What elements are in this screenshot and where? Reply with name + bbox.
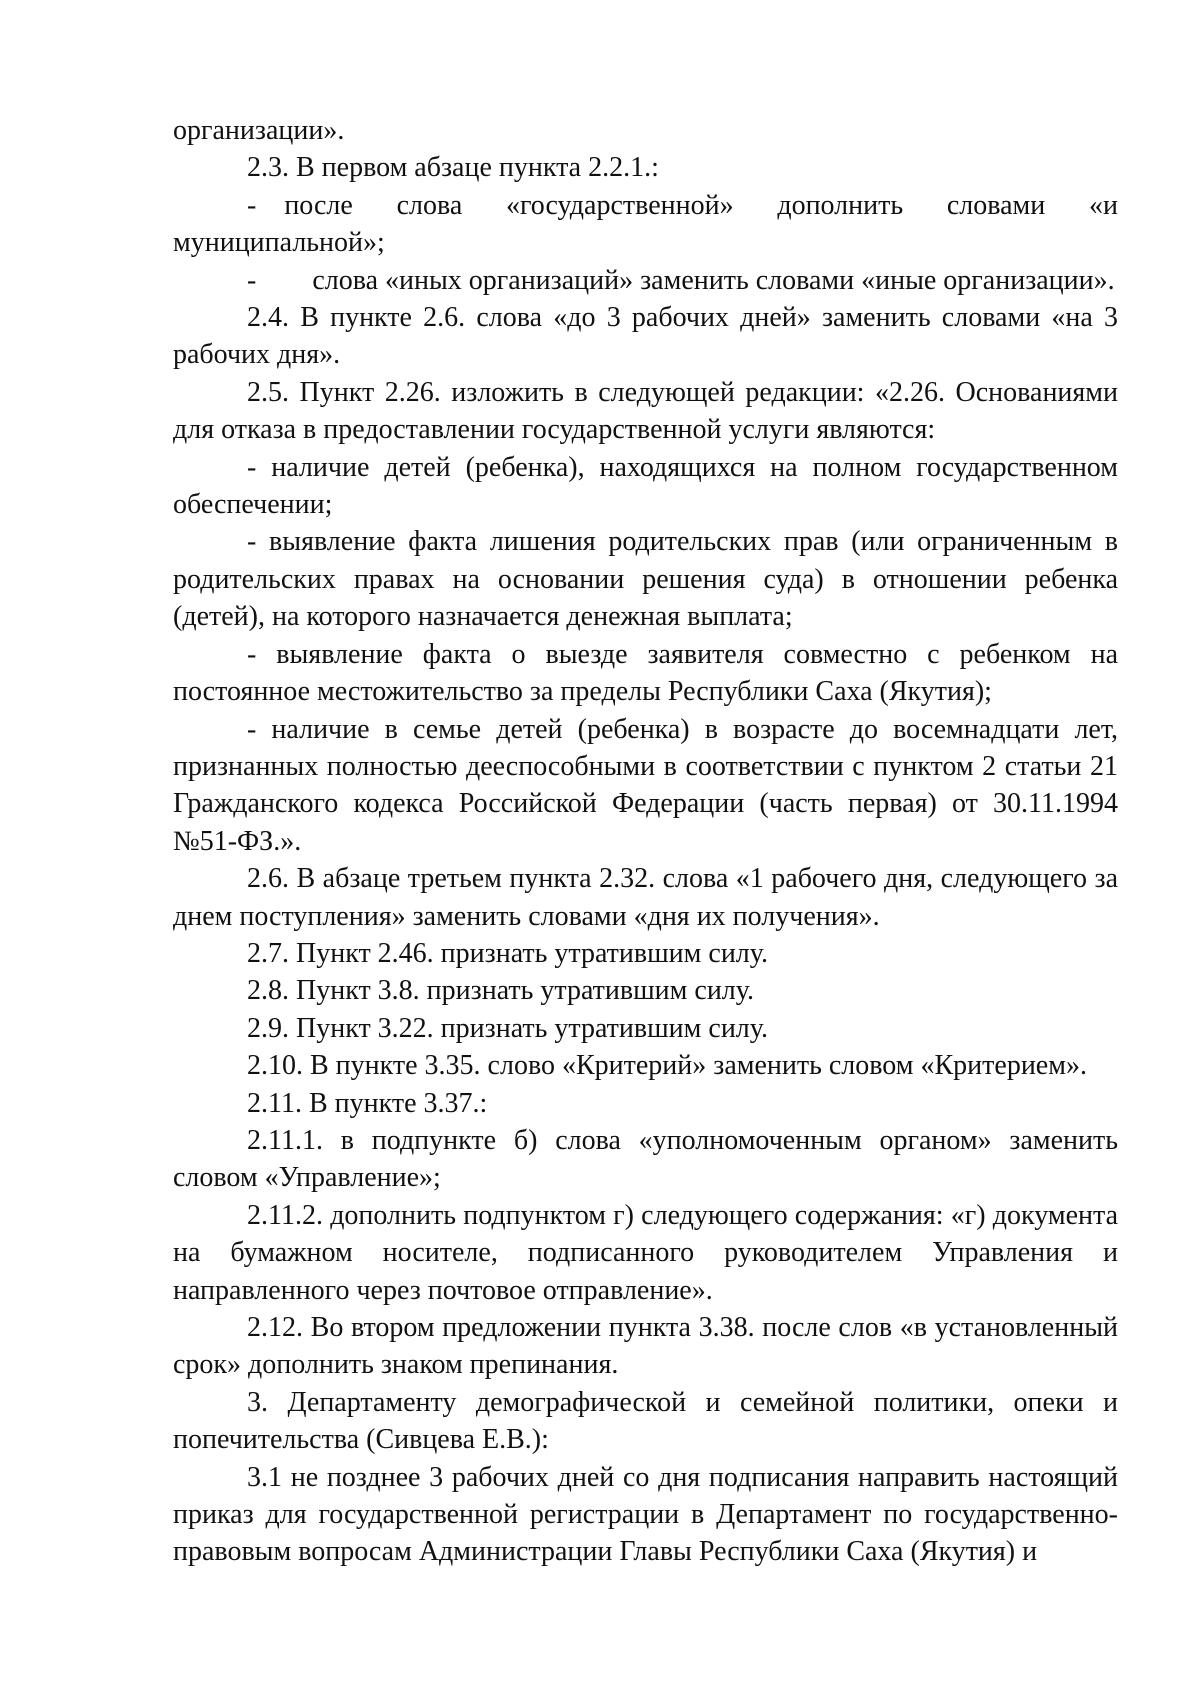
- paragraph-2-10: 2.10. В пункте 3.35. слово «Критерий» заменить словом «Критерием».: [247, 1050, 1087, 1082]
- paragraph-2-12: 2.12. Во втором предложении пункта 3.38. после слов «в установленный срок» дополнить знаком препинания.: [173, 1312, 1118, 1381]
- paragraph-2-11: 2.11. В пункте 3.37.:: [247, 1087, 488, 1119]
- paragraph-2-5: 2.5. Пункт 2.26. изложить в следующей редакции: «2.26. Основаниями для отказа в предоставлении государственной услуги являются:: [173, 376, 1118, 446]
- paragraph-2-3: 2.3. В первом абзаце пункта 2.2.1.:: [247, 152, 659, 184]
- paragraph-2-4: 2.4. В пункте 2.6. слова «до 3 рабочих дней» заменить словами «на 3 рабочих дня».: [173, 302, 1118, 371]
- paragraph-2-8: 2.8. Пункт 3.8. признать утратившим силу.: [247, 975, 754, 1007]
- paragraph-list-item: - наличие в семье детей (ребенка) в возрасте до восемнадцати лет, признанных полностью дееспособными в соответствии с пунктом 2 статьи 21 Гражданского кодекса Российской Федерации (часть первая) от 30.11.1994 №51-ФЗ.».: [173, 713, 1118, 857]
- paragraph-3: 3. Департаменту демографической и семейной политики, опеки и попечительства (Сивцева Е.В.):: [173, 1386, 1118, 1456]
- paragraph-2-6: 2.6. В абзаце третьем пункта 2.32. слова «1 рабочего дня, следующего за днем поступления» заменить словами «дня их получения».: [173, 863, 1118, 932]
- paragraph-list-item: - слова «иных организаций» заменить словами «иные организации».: [247, 264, 1115, 296]
- paragraph-2-11-2: 2.11.2. дополнить подпунктом г) следующего содержания: «г) документа на бумажном носителе, подписанного руководителем Управления и направленного через почтовое отправление».: [173, 1199, 1118, 1306]
- document-body: [173, 112, 1118, 1571]
- paragraph-2-7: 2.7. Пункт 2.46. признать утратившим силу.: [247, 937, 768, 969]
- paragraph-list-item: - после слова «государственной» дополнить словами «и муниципальной»;: [173, 189, 1118, 259]
- paragraph-2-11-1: 2.11.1. в подпункте б) слова «уполномоченным органом» заменить словом «Управление»;: [173, 1124, 1118, 1194]
- paragraph-list-item: - наличие детей (ребенка), находящихся на полном государственном обеспечении;: [173, 451, 1118, 521]
- paragraph-3-1: 3.1 не позднее 3 рабочих дней со дня подписания направить настоящий приказ для государственной регистрации в Департамент по государственно-правовым вопросам Администрации Главы Республики Саха (Якутия) и: [173, 1461, 1118, 1568]
- paragraph-2-9: 2.9. Пункт 3.22. признать утратившим силу.: [247, 1012, 768, 1044]
- paragraph-list-item: - выявление факта о выезде заявителя совместно с ребенком на постоянное местожительство за пределы Республики Саха (Якутия);: [173, 638, 1118, 708]
- paragraph-list-item: - выявление факта лишения родительских прав (или ограниченным в родительских правах на основании решения суда) в отношении ребенка (детей), на которого назначается денежная выплата;: [173, 526, 1118, 633]
- paragraph: организации».: [173, 115, 345, 146]
